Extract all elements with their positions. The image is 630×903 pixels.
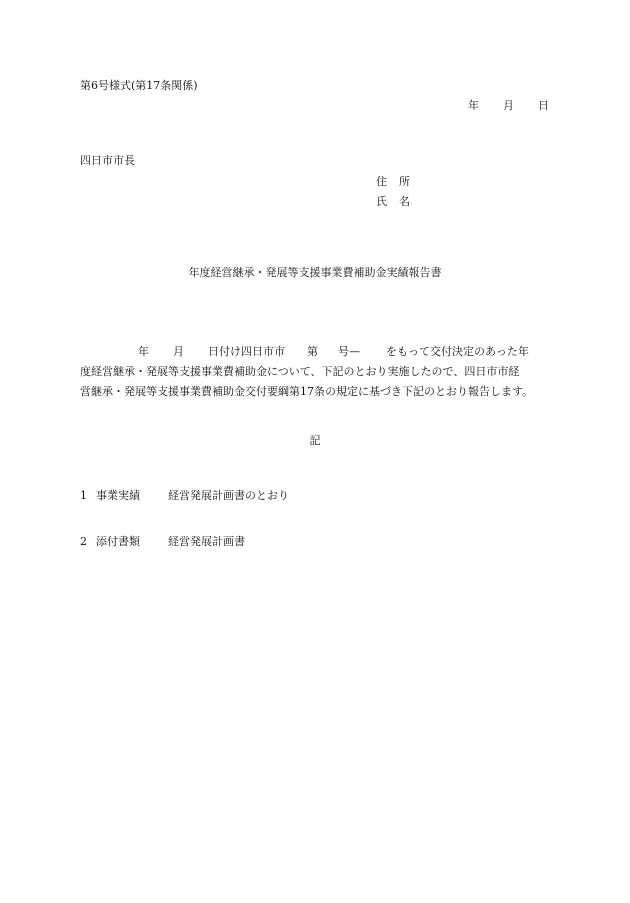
item-value: 経営発展計画書のとおり <box>168 489 289 502</box>
name-label: 氏 名 <box>376 195 410 208</box>
address-label: 住 所 <box>376 175 410 188</box>
item-number: 1 <box>80 489 87 502</box>
item-value: 経営発展計画書 <box>168 535 245 548</box>
body-line-3: 営継承・発展等支援事業費補助金交付要綱第17条の規定に基づき下記のとおり報告します。 <box>80 385 534 398</box>
form-number: 第6号様式(第17条関係) <box>80 79 198 92</box>
recipient: 四日市市長 <box>80 154 135 167</box>
body-line-2: 度経営継承・発展等支援事業費補助金について、下記のとおり実施したので、四日市市経 <box>80 365 520 378</box>
list-item <box>80 490 289 501</box>
date-year: 年 <box>468 99 479 112</box>
date-day: 日 <box>538 99 549 112</box>
ki-heading: 記 <box>309 434 321 447</box>
body-paragraph <box>80 342 550 402</box>
date-line <box>468 100 549 111</box>
date-month: 月 <box>503 99 514 112</box>
applicant-block <box>376 176 410 216</box>
body-line-1: 年 月 日付け四日市市 第 号— をもって交付決定のあった年 <box>138 345 529 358</box>
item-label: 添付書類 <box>96 535 140 548</box>
item-number: 2 <box>80 535 87 548</box>
document-title: 年度経営継承・発展等支援事業費補助金実績報告書 <box>188 266 442 279</box>
item-label: 事業実績 <box>96 489 140 502</box>
list-item <box>80 536 245 547</box>
